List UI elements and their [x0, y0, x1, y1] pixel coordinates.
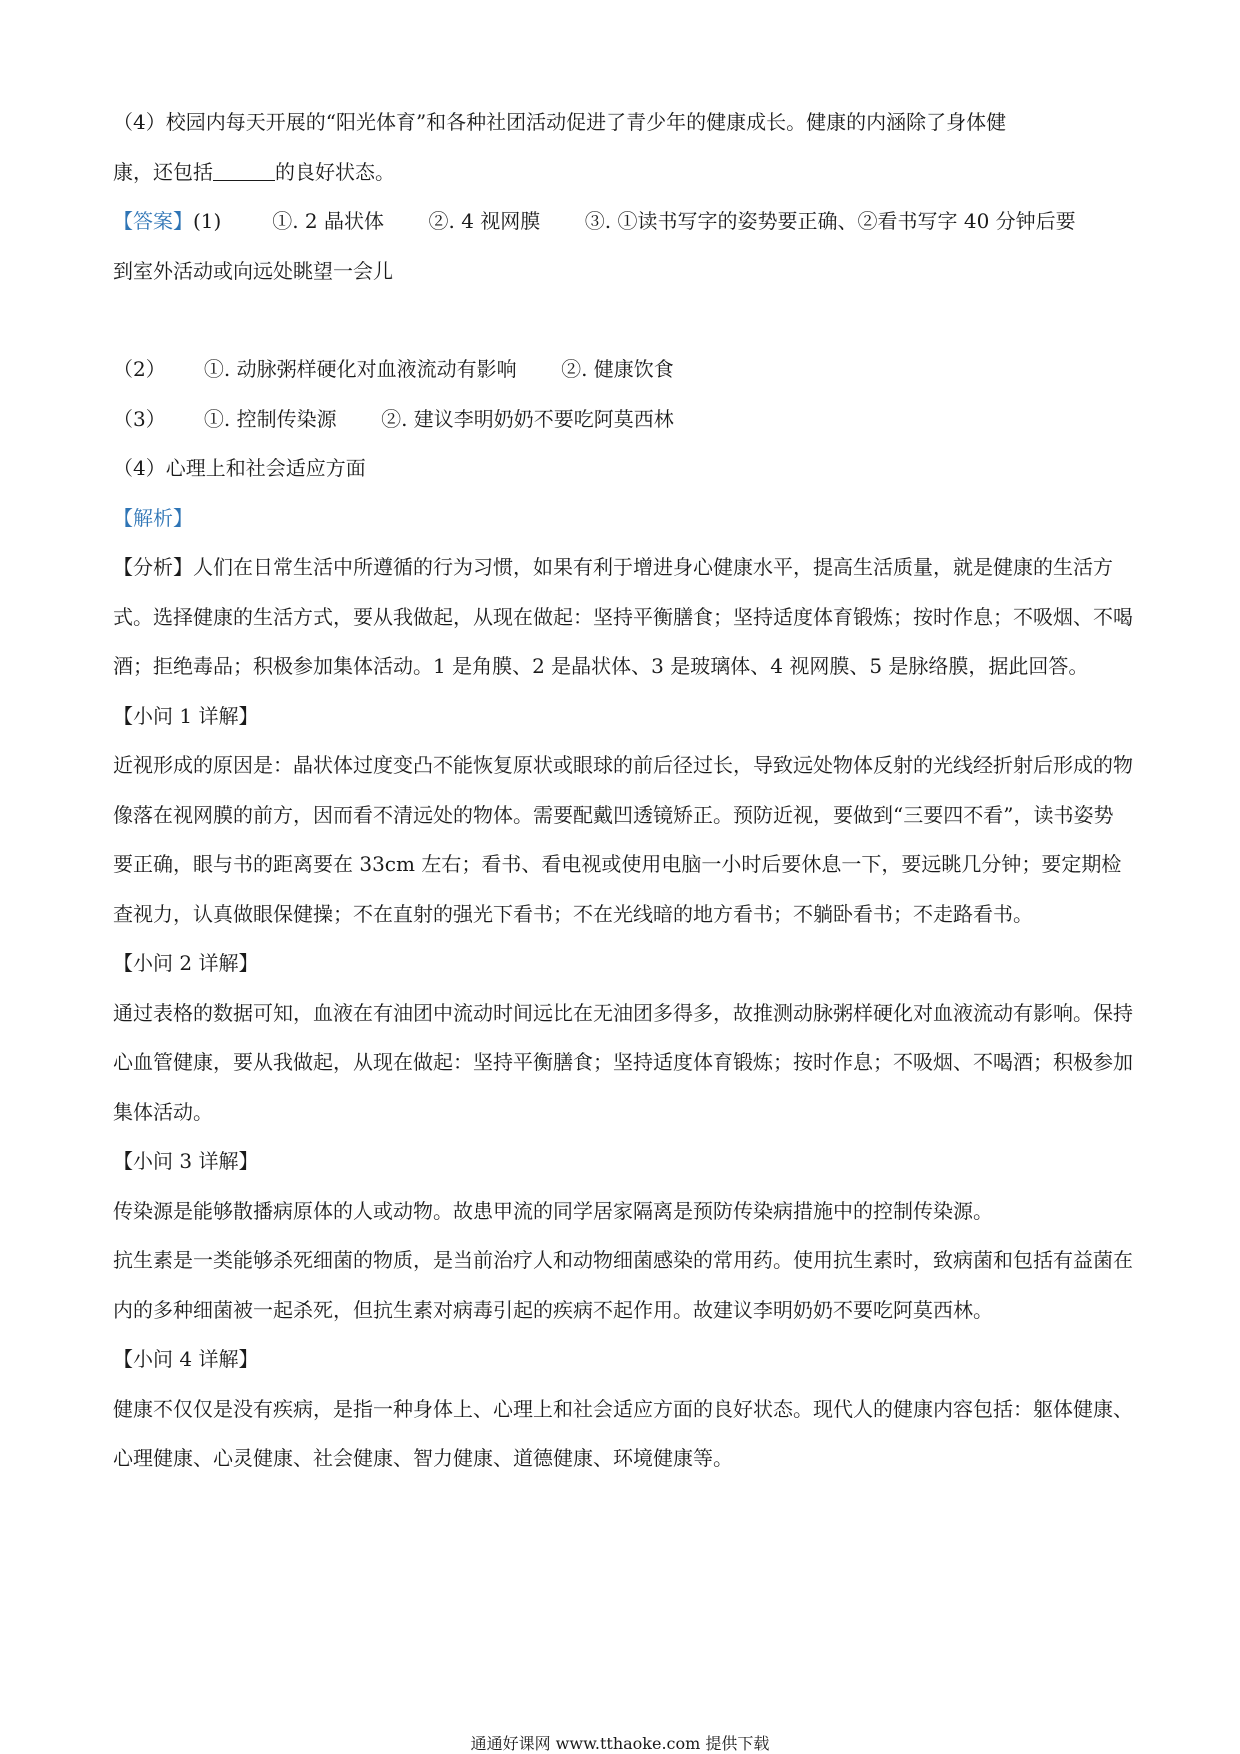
answer-label: 【答案】: [113, 209, 193, 233]
q3-detail-text-1: 传染源是能够散播病原体的人或动物。故患甲流的同学居家隔离是预防传染病措施中的控制传染源。: [113, 1198, 993, 1223]
question-4-text-before-blank: 康，还包括: [113, 159, 213, 184]
answer-2: （2） ①. 动脉粥样硬化对血液流动有影响 ②. 健康饮食: [113, 357, 674, 381]
q4-detail-text: 健康不仅仅是没有疾病，是指一种身体上、心理上和社会适应方面的良好状态。现代人的健康内容包括：躯体健康、心理健康、心灵健康、社会健康、智力健康、道德健康、环境健康等。: [113, 1396, 1133, 1470]
answer-1-text: (1) ①. 2 晶状体 ②. 4 视网膜 ③. ①读书写字的姿势要正确、②看书写字 40 分钟后要: [193, 209, 1076, 233]
answer-line-2: 到室外活动或向远处眺望一会儿: [113, 258, 393, 283]
q2-detail-text: 通过表格的数据可知，血液在有油团中流动时间远比在无油团多得多，故推测动脉粥样硬化对血液流动有影响。保持心血管健康，要从我做起，从现在做起：坚持平衡膳食；坚持适度体育锻炼；按时作息；不吸烟、不喝酒；积极参加集体活动。: [113, 1000, 1133, 1124]
analysis-paragraph: 【分析】人们在日常生活中所遵循的行为习惯，如果有利于增进身心健康水平，提高生活质量，就是健康的生活方式。选择健康的生活方式，要从我做起，从现在做起：坚持平衡膳食；坚持适度体育锻炼；按时作息；不吸烟、不喝酒；拒绝毒品；积极参加集体活动。1 是角膜、2 是晶状体、3 是玻璃体、4 视网膜、5 是脉络膜，据此回答。: [113, 555, 1133, 678]
answer-3: （3） ①. 控制传染源 ②. 建议李明奶奶不要吃阿莫西林: [113, 406, 674, 431]
analysis-label: 【解析】: [113, 505, 193, 530]
q3-detail-heading: 【小问 3 详解】: [113, 1149, 259, 1173]
spacer: [113, 296, 1133, 345]
document-page: [113, 98, 1133, 1484]
question-4-line-2: [113, 148, 1133, 198]
q1-detail-heading: 【小问 1 详解】: [113, 703, 259, 728]
answer-blank: [213, 160, 275, 181]
answer-line-1: [113, 197, 1133, 247]
q4-detail-heading: 【小问 4 详解】: [113, 1347, 259, 1371]
footer-credit: 通通好课网 www.tthaoke.com 提供下载: [470, 1734, 770, 1753]
q2-detail-heading: 【小问 2 详解】: [113, 951, 259, 975]
question-4-line-1: （4）校园内每天开展的“阳光体育”和各种社团活动促进了青少年的健康成长。健康的内涵除了身体健: [113, 110, 1007, 134]
q1-detail-text: 近视形成的原因是：晶状体过度变凸不能恢复原状或眼球的前后径过长，导致远处物体反射的光线经折射后形成的物像落在视网膜的前方，因而看不清远处的物体。需要配戴凹透镜矫正。预防近视，要做到“三要四不看”，读书姿势要正确，眼与书的距离要在 33cm 左右；看书、看电视或使用电脑一小时后要休息一下，要远眺几分钟；要定期检查视力，认真做眼保健操；不在直射的强光下看书；不在光线暗的地方看书；不躺卧看书；不走路看书。: [113, 753, 1133, 926]
question-4-text-after-blank: 的良好状态。: [275, 159, 395, 184]
answer-4: （4）心理上和社会适应方面: [113, 456, 366, 480]
q3-detail-text-2: 抗生素是一类能够杀死细菌的物质，是当前治疗人和动物细菌感染的常用药。使用抗生素时，致病菌和包括有益菌在内的多种细菌被一起杀死，但抗生素对病毒引起的疾病不起作用。故建议李明奶奶不要吃阿莫西林。: [113, 1248, 1133, 1322]
